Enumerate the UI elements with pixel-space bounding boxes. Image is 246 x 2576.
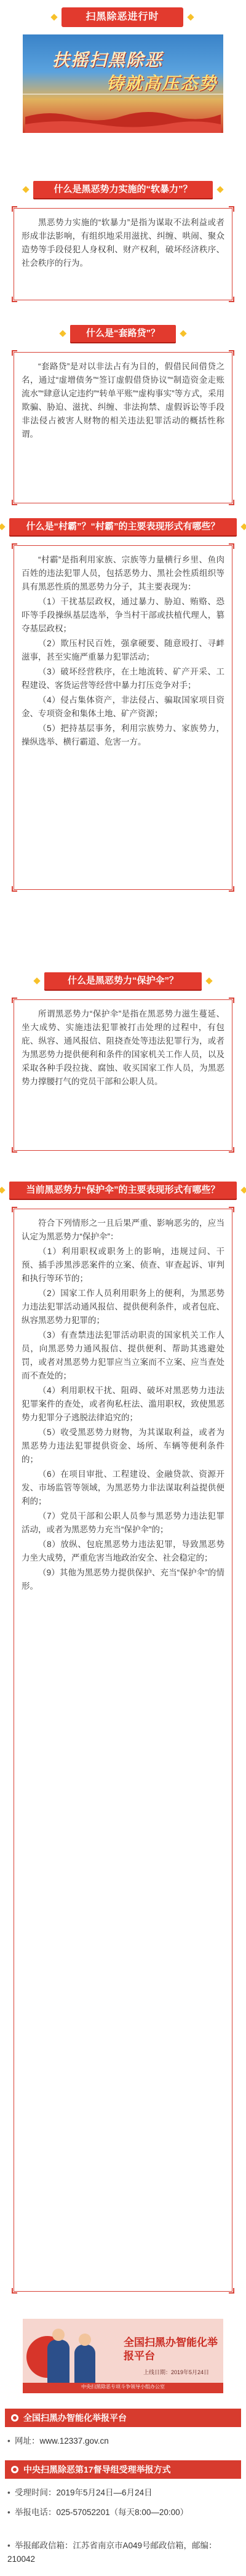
section-paragraph: “套路贷”是对以非法占有为目的，假借民间借贷之名，通过“虚增债务”“签订虚假借贷协议”“制造资金走账流水”“肆意认定违约”“转单平账”“虚构事实”等方式，采用欺骗、胁迫、滋扰、纠缠、非法拘禁、虚假诉讼等手段非法侵占被害人财物的相关违法犯罪活动的概括性称谓。 — [22, 362, 224, 439]
section-paragraph: （7）党员干部和公职人员参与黑恶势力违法犯罪活动，或者为黑恶势力充当“保护伞”的； — [22, 1511, 224, 1534]
section-box-protective-umbrella — [14, 999, 232, 1151]
campaign-tag: 扫黑除恶进行时 — [62, 7, 183, 27]
section-title-umbrella-forms: 当前黑恶势力“保护伞”的主要表现形式有哪些？ — [9, 1182, 237, 1199]
corner-decoration — [229, 543, 234, 549]
top-tag-bar — [0, 5, 246, 30]
section-paragraph: （5）收受黑恶势力财物，为其谋取利益，或者为黑恶势力违法犯罪提供资金、场所、车辆等便利条件的； — [22, 1428, 224, 1464]
poster-police-figure — [47, 2340, 69, 2384]
info-line-text: 网址：www.12337.gov.cn — [15, 2436, 109, 2446]
section-paragraph: 所谓黑恶势力“保护伞”是指在黑恶势力滋生蔓延、坐大成势、实施违法犯罪被打击处理的过程中，有包庇、纵容、通风报信、阻挠查处等违法犯罪行为，或者为黑恶势力提供便利和条件的国家机关工作人员，以及采取各种手段拉拢、腐蚀、收买国家工作人员，为黑恶势力撑腰打气的党员干部和公职人员。 — [22, 1009, 224, 1086]
corner-decoration — [229, 297, 234, 302]
section-title-village-tyrant: 什么是“村霸”？“村霸”的主要表现形式有哪些？ — [9, 518, 237, 535]
corner-decoration — [229, 500, 234, 505]
section-paragraph: （1）干扰基层政权，通过暴力、胁迫、贿赂、恐吓等手段操纵基层选举，争当村干部或扶植代理人，篡夺基层政权； — [22, 597, 224, 633]
banner-slogan-line1: 扶摇扫黑除恶 — [52, 50, 164, 70]
section-paragraph: “村霸”是指利用家族、宗族等力量横行乡里、鱼肉百姓的违法犯罪人员，包括恶势力、黑社会性质组织等具有黑恶性质的黑恶势力分子，其主要表现为： — [22, 555, 224, 591]
section-title-soft-violence: 什么是黑恶势力实施的“软暴力”？ — [33, 181, 213, 198]
section-paragraph: 黑恶势力实施的“软暴力”是指为谋取不法利益或者形成非法影响，有组织地采用滋扰、纠缠、哄闹、聚众造势等手段侵犯人身权利、财产权利，破坏经济秩序、社会秩序的行为。 — [22, 218, 224, 268]
section-paragraph: （2）欺压村民百姓，强拿硬要、随意殴打、寻衅滋事，甚至实施严重暴力犯罪活动； — [22, 639, 224, 662]
info-line-text: 受理时间：2019年5月24日—6月24日 — [15, 2488, 153, 2497]
section-paragraph: （4）侵占集体资产，非法侵占、骗取国家项目资金、专项资金和集体土地、矿产资源； — [22, 695, 224, 718]
info-line-website[interactable] — [7, 2434, 239, 2448]
poster-title: 全国扫黑办智能化举报平台 — [124, 2337, 218, 2362]
banner-slogan-line2: 铸就高压态势 — [106, 73, 218, 94]
section-paragraph: （1）利用职权或职务上的影响，违规过问、干预、插手涉黑涉恶案件的立案、侦查、审查起诉、审判和执行等环节的； — [22, 1247, 224, 1283]
info-line-phone[interactable] — [7, 2506, 239, 2519]
target-icon — [11, 2466, 18, 2473]
corner-decoration — [229, 1147, 234, 1153]
corner-decoration — [12, 998, 17, 1003]
section-paragraph: （6）在项目审批、工程建设、金融贷款、资源开发、市场监管等领域，为黑恶势力非法谋取利益提供便利的； — [22, 1470, 224, 1506]
section-title-routine-loan: 什么是“套路贷”？ — [70, 325, 176, 342]
section-box-routine-loan — [14, 352, 232, 503]
section-paragraph: 符合下列情形之一且后果严重、影响恶劣的，应当认定为黑恶势力“保护伞”： — [22, 1218, 224, 1241]
corner-decoration — [229, 2288, 234, 2294]
bullet-icon: • — [7, 2541, 10, 2550]
section-paragraph: （4）利用职权干扰、阻碍、破坏对黑恶势力违法犯罪案件的查处，或者徇私枉法、滥用职权，致使黑恶势力犯罪分子逃脱法律追究的； — [22, 1386, 224, 1422]
corner-decoration — [12, 206, 17, 212]
corner-decoration — [12, 1207, 17, 1212]
section-box-umbrella-forms — [14, 1209, 232, 2292]
campaign-banner — [23, 34, 223, 133]
poster-date: 上线日期：2019年5月24日 — [143, 2369, 210, 2375]
target-icon — [11, 2414, 18, 2422]
banner-flags-graphic — [25, 106, 221, 133]
section-title-protective-umbrella: 什么是黑恶势力“保护伞”？ — [44, 972, 202, 990]
corner-decoration — [12, 297, 17, 302]
corner-decoration — [229, 1207, 234, 1212]
section-paragraph: （3）有查禁违法犯罪活动职责的国家机关工作人员，向黑恶势力通风报信、提供便利、帮助其逃避处罚，或者对黑恶势力犯罪应当立案而不立案、应当查处而不查处的； — [22, 1330, 224, 1380]
bullet-icon: • — [7, 2508, 10, 2517]
section-paragraph: （9）其他为黑恶势力提供保护、充当“保护伞”的情形。 — [22, 1568, 224, 1591]
corner-decoration — [12, 886, 17, 892]
info-bar-platform — [5, 2409, 241, 2427]
bullet-icon: • — [7, 2436, 10, 2446]
poster-police-figure — [74, 2345, 95, 2384]
corner-decoration — [229, 886, 234, 892]
corner-decoration — [229, 998, 234, 1003]
corner-decoration — [12, 350, 17, 356]
poster-footer: 中央扫黑除恶专项斗争领导小组办公室 — [23, 2383, 223, 2391]
section-box-village-tyrant — [14, 545, 232, 890]
section-paragraph: （2）国家工作人员利用职务上的便利，为黑恶势力违法犯罪活动通风报信、提供便利条件，或者包庇、纵容黑恶势力犯罪的； — [22, 1289, 224, 1325]
corner-decoration — [229, 350, 234, 356]
report-platform-poster — [23, 2319, 223, 2393]
section-paragraph: （3）破坏经营秩序，在土地流转、矿产开采、工程建设、客货运营等经营中暴力打压竞争对手； — [22, 667, 224, 690]
section-box-soft-violence — [14, 208, 232, 300]
info-line-text: 举报电话：025-57052201（每天8:00—20:00） — [15, 2508, 189, 2517]
info-line-mailbox — [7, 2539, 239, 2566]
corner-decoration — [12, 1147, 17, 1153]
info-bar-label: 中央扫黑除恶第17督导组受理举报方式 — [23, 2465, 171, 2474]
corner-decoration — [12, 500, 17, 505]
corner-decoration — [12, 2288, 17, 2294]
section-paragraph: （5）把持基层事务，利用宗族势力、家族势力，操纵选举、横行霸道、危害一方。 — [22, 724, 224, 746]
section-paragraph: （8）放纵、包庇黑恶势力违法犯罪，导致黑恶势力坐大成势，严重危害当地政治安全、社会稳定的； — [22, 1540, 224, 1562]
info-line-time — [7, 2486, 239, 2500]
corner-decoration — [229, 206, 234, 212]
info-bar-inspection-team — [5, 2460, 241, 2479]
corner-decoration — [12, 543, 17, 549]
bullet-icon: • — [7, 2488, 10, 2497]
info-line-text: 举报邮政信箱：江苏省南京市A049号邮政信箱，邮编：210042 — [7, 2541, 217, 2564]
info-bar-label: 全国扫黑办智能化举报平台 — [23, 2413, 127, 2423]
